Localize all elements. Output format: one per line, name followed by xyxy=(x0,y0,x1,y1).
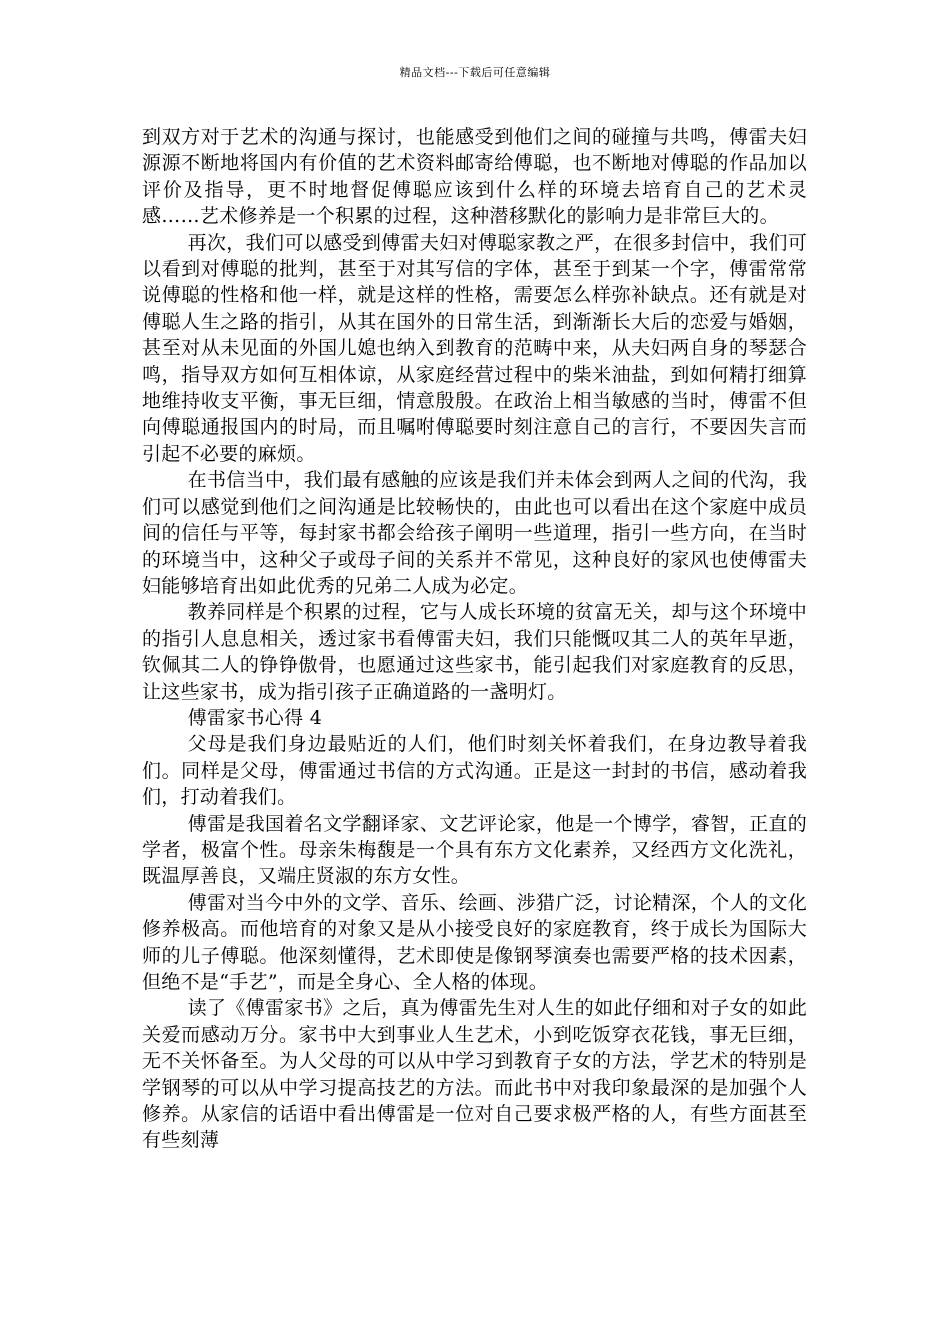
paragraph: 父母是我们身边最贴近的人们，他们时刻关怀着我们，在身边教导着我们。同样是父母，傅雷通过书信的方式沟通。正是这一封封的书信，感动着我们，打动着我们。 xyxy=(142,733,807,809)
paragraph: 再次，我们可以感受到傅雷夫妇对傅聪家教之严，在很多封信中，我们可以看到对傅聪的批判，甚至于对其写信的字体，甚至于到某一个字，傅雷常常说傅聪的性格和他一样，就是这样的性格，需要怎么样弥补缺点。还有就是对傅聪人生之路的指引，从其在国外的日常生活，到渐渐长大后的恋爱与婚姻，甚至对从未见面的外国儿媳也纳入到教育的范畴中来，从夫妇两自身的琴瑟合鸣，指导双方如何互相体谅，从家庭经营过程中的柴米油盐，到如何精打细算地维持收支平衡，事无巨细，情意殷殷。在政治上相当敏感的当时，傅雷不但向傅聪通报国内的时局，而且嘱咐傅聪要时刻注意自己的言行，不要因失言而引起不必要的麻烦。 xyxy=(142,231,807,465)
paragraph: 教养同样是个积累的过程，它与人成长环境的贫富无关，却与这个环境中的指引人息息相关，透过家书看傅雷夫妇，我们只能慨叹其二人的英年早逝，钦佩其二人的铮铮傲骨，也愿通过这些家书，能引起我们对家庭教育的反思，让这些家书，成为指引孩子正确道路的一盏明灯。 xyxy=(142,601,807,703)
page-header: 精品文档---下载后可任意编辑 xyxy=(399,66,551,79)
document-body xyxy=(142,124,807,1154)
paragraph: 读了《傅雷家书》之后，真为傅雷先生对人生的如此仔细和对子女的如此关爱而感动万分。家书中大到事业人生艺术，小到吃饭穿衣花钱，事无巨细，无不关怀备至。为人父母的可以从中学习到教育子女的方法，学艺术的特别是学钢琴的可以从中学习提高技艺的方法。而此书中对我印象最深的是加强个人修养。从家信的话语中看出傅雷是一位对自己要求极严格的人，有些方面甚至有些刻薄 xyxy=(142,997,807,1152)
paragraph: 傅雷是我国着名文学翻译家、文艺评论家，他是一个博学，睿智，正直的学者，极富个性。母亲朱梅馥是一个具有东方文化素养，又经西方文化洗礼，既温厚善良，又端庄贤淑的东方女性。 xyxy=(142,812,807,888)
paragraph: 傅雷对当今中外的文学、音乐、绘画、涉猎广泛，讨论精深，个人的文化修养极高。而他培育的对象又是从小接受良好的家庭教育，终于成长为国际大师的儿子傅聪。他深刻懂得，艺术即使是像钢琴演奏也需要严格的技术因素，但绝不是“手艺”，而是全身心、全人格的体现。 xyxy=(142,891,807,993)
section-heading: 傅雷家书心得 4 xyxy=(187,706,323,729)
paragraph-continued: 到双方对于艺术的沟通与探讨，也能感受到他们之间的碰撞与共鸣，傅雷夫妇源源不断地将国内有价值的艺术资料邮寄给傅聪，也不断地对傅聪的作品加以评价及指导，更不时地督促傅聪应该到什么样的环境去培育自己的艺术灵感……艺术修养是一个积累的过程，这种潜移默化的影响力是非常巨大的。 xyxy=(142,126,807,228)
paragraph: 在书信当中，我们最有感触的应该是我们并未体会到两人之间的代沟，我们可以感觉到他们之间沟通是比较畅快的，由此也可以看出在这个家庭中成员间的信任与平等，每封家书都会给孩子阐明一些道理，指引一些方向，在当时的环境当中，这种父子或母子间的关系并不常见，这种良好的家风也使傅雷夫妇能够培育出如此优秀的兄弟二人成为必定。 xyxy=(142,469,807,597)
